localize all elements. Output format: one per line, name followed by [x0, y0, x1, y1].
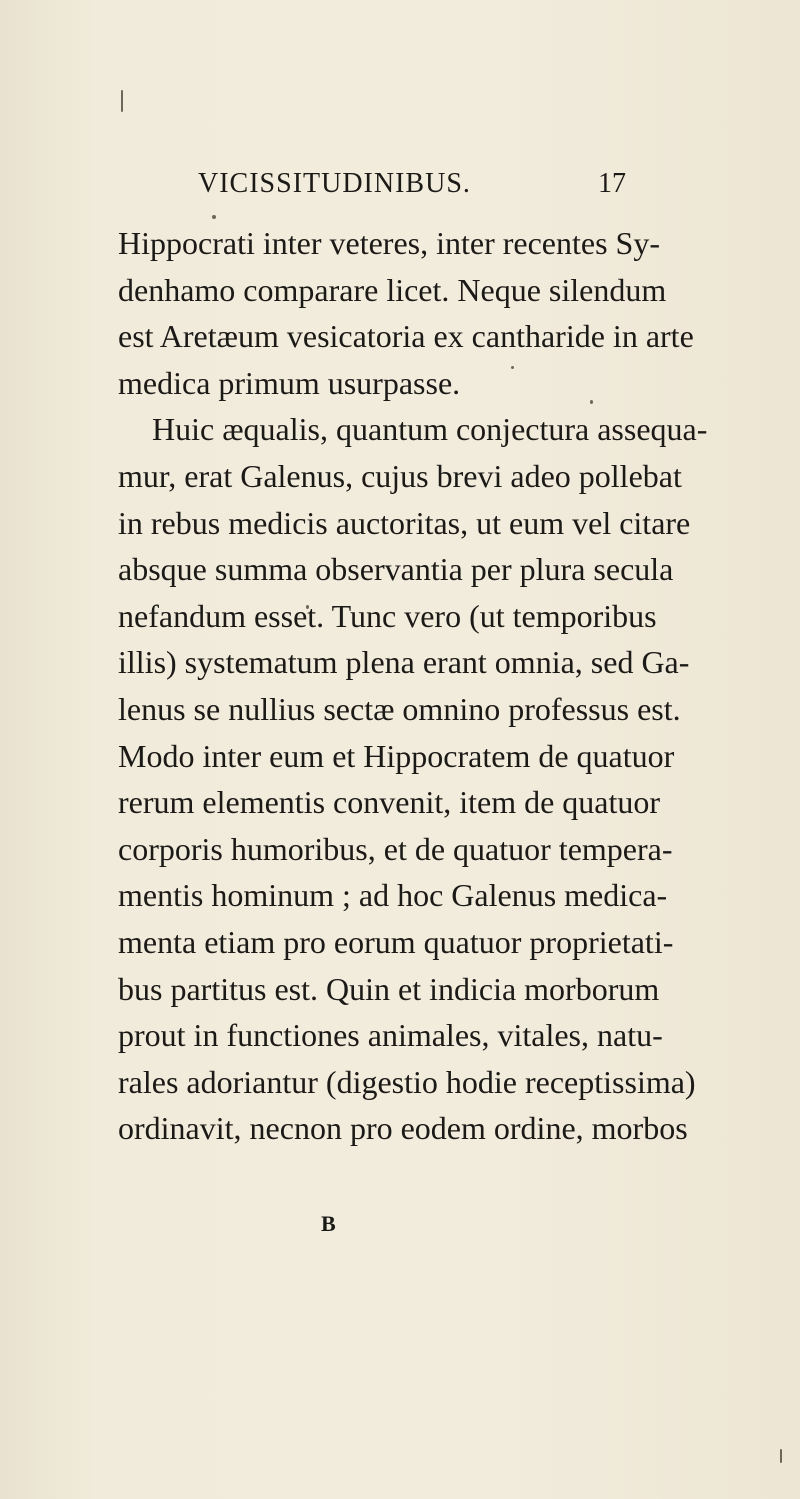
text-line: menta etiam pro eorum quatuor proprietati- — [118, 923, 674, 960]
text-line: illis) systematum plena erant omnia, sed Ga- — [118, 644, 690, 681]
text-line: in rebus medicis auctoritas, ut eum vel citare — [118, 504, 691, 541]
text-line: mentis hominum ; ad hoc Galenus medica- — [118, 877, 668, 914]
text-line: Huic æqualis, quantum conjectura assequa- — [152, 411, 708, 448]
ink-speck — [780, 1449, 782, 1463]
text-line: rerum elementis convenit, item de quatuor — [118, 784, 661, 821]
text-line: rales adoriantur (digestio hodie receptissima) — [118, 1063, 696, 1100]
running-head — [198, 168, 626, 202]
text-line: absque summa observantia per plura secula — [118, 551, 674, 588]
text-line: corporis humoribus, et de quatuor tempera- — [118, 830, 673, 867]
signature-mark: B — [321, 1211, 336, 1236]
ink-speck — [212, 215, 216, 219]
text-line: bus partitus est. Quin et indicia morborum — [118, 970, 660, 1007]
text-line: nefandum esset. Tunc vero (ut temporibus — [118, 597, 657, 634]
body-text — [118, 220, 708, 1152]
text-line: lenus se nullius sectæ omnino professus est. — [118, 690, 681, 727]
text-line: mur, erat Galenus, cujus brevi adeo pollebat — [118, 457, 682, 494]
text-line: Modo inter eum et Hippocratem de quatuor — [118, 737, 675, 774]
text-line: prout in functiones animales, vitales, natu- — [118, 1017, 663, 1054]
text-line: denhamo comparare licet. Neque silendum — [118, 271, 667, 308]
running-title: VICISSITUDINIBUS. — [198, 168, 471, 199]
text-line: est Aretæum vesicatoria ex cantharide in arte — [118, 318, 694, 355]
page-number: 17 — [598, 168, 626, 199]
text-line: medica primum usurpasse. — [118, 364, 461, 401]
text-line: Hippocrati inter veteres, inter recentes Sy- — [118, 225, 660, 261]
ink-speck — [121, 90, 123, 112]
text-line: ordinavit, necnon pro eodem ordine, morbos — [118, 1110, 688, 1147]
